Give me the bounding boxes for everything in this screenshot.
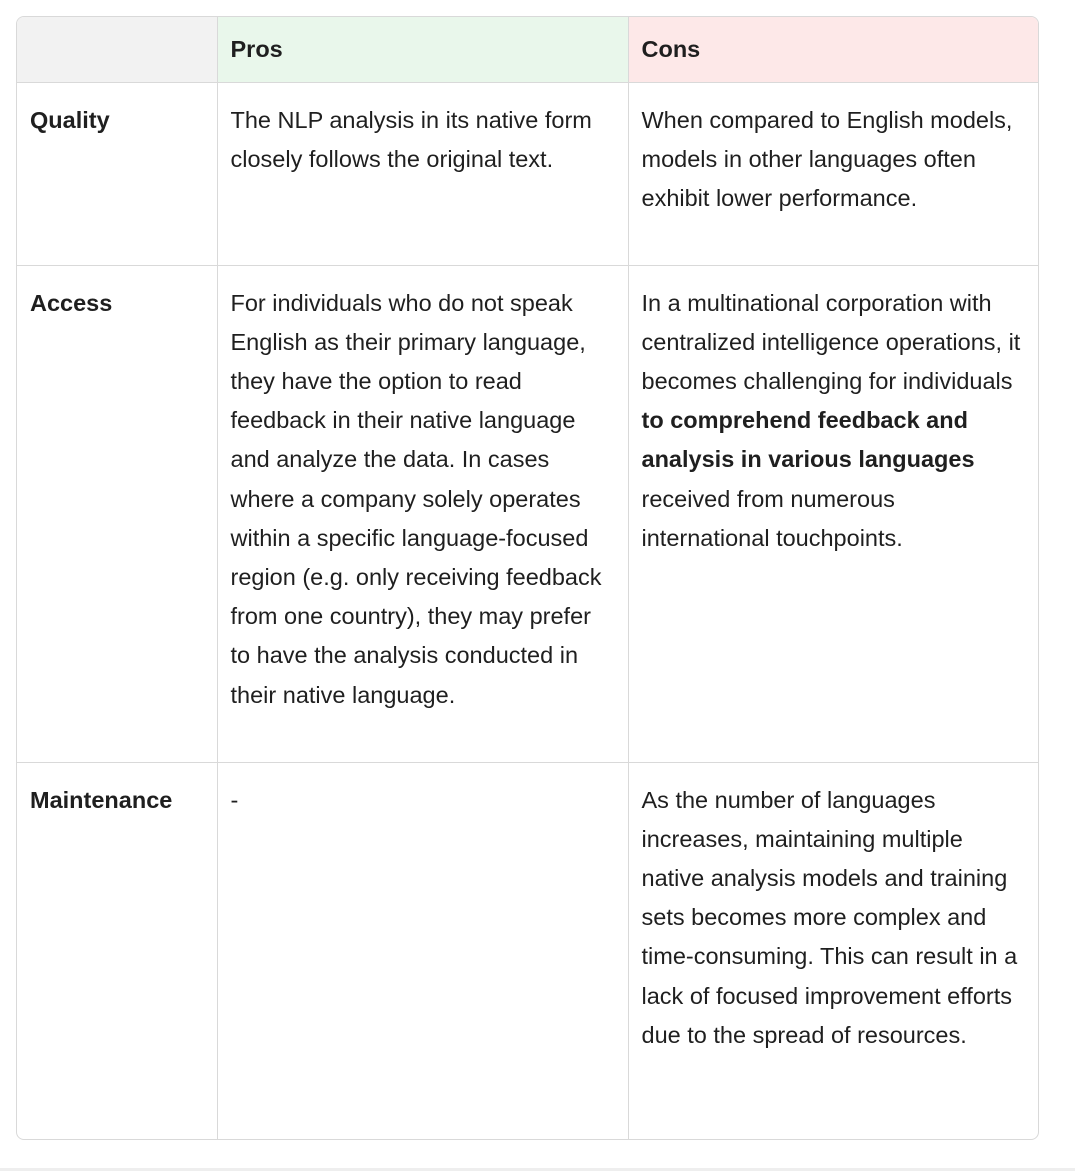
row-label-quality: Quality <box>17 82 217 265</box>
cons-cell-maintenance: As the number of languages increases, maintaining multiple native analysis models and training sets becomes more complex and time-consuming. This can result in a lack of focused improvement efforts due to the spread of resources. <box>641 786 1018 1048</box>
header-pros: Pros <box>217 17 628 82</box>
row-label-maintenance: Maintenance <box>17 762 217 1139</box>
cons-access-text-end: received from numerous international touchpoints. <box>641 485 903 551</box>
table-row-quality <box>17 82 1039 265</box>
cons-cell-quality: When compared to English models, models in other languages often exhibit lower performance. <box>628 82 1039 265</box>
cons-access-highlight: to comprehend feedback and analysis in various languages <box>641 407 975 473</box>
header-blank-cell <box>17 17 217 82</box>
pros-cell-quality: The NLP analysis in its native form closely follows the original text. <box>217 82 628 265</box>
header-cons: Cons <box>628 17 1039 82</box>
row-label-access: Access <box>17 265 217 762</box>
table-row-access <box>17 265 1039 762</box>
cons-cell-access <box>628 265 1039 762</box>
table-row-maintenance <box>17 762 1039 1139</box>
header-row <box>17 17 1039 82</box>
pros-cons-table <box>17 17 1039 1139</box>
comparison-table-card <box>16 16 1039 1140</box>
cons-access-text-start: In a multinational corporation with centralized intelligence operations, it becomes challenging for individuals <box>641 289 1021 394</box>
pros-cell-access: For individuals who do not speak English as their primary language, they have the option to read feedback in their native language and analyze the data. In cases where a company solely operates within a specific language-focused region (e.g. only receiving feedback from one country), they may prefer to have the analysis conducted in their native language. <box>217 265 628 762</box>
pros-cell-maintenance: - <box>217 762 628 1139</box>
